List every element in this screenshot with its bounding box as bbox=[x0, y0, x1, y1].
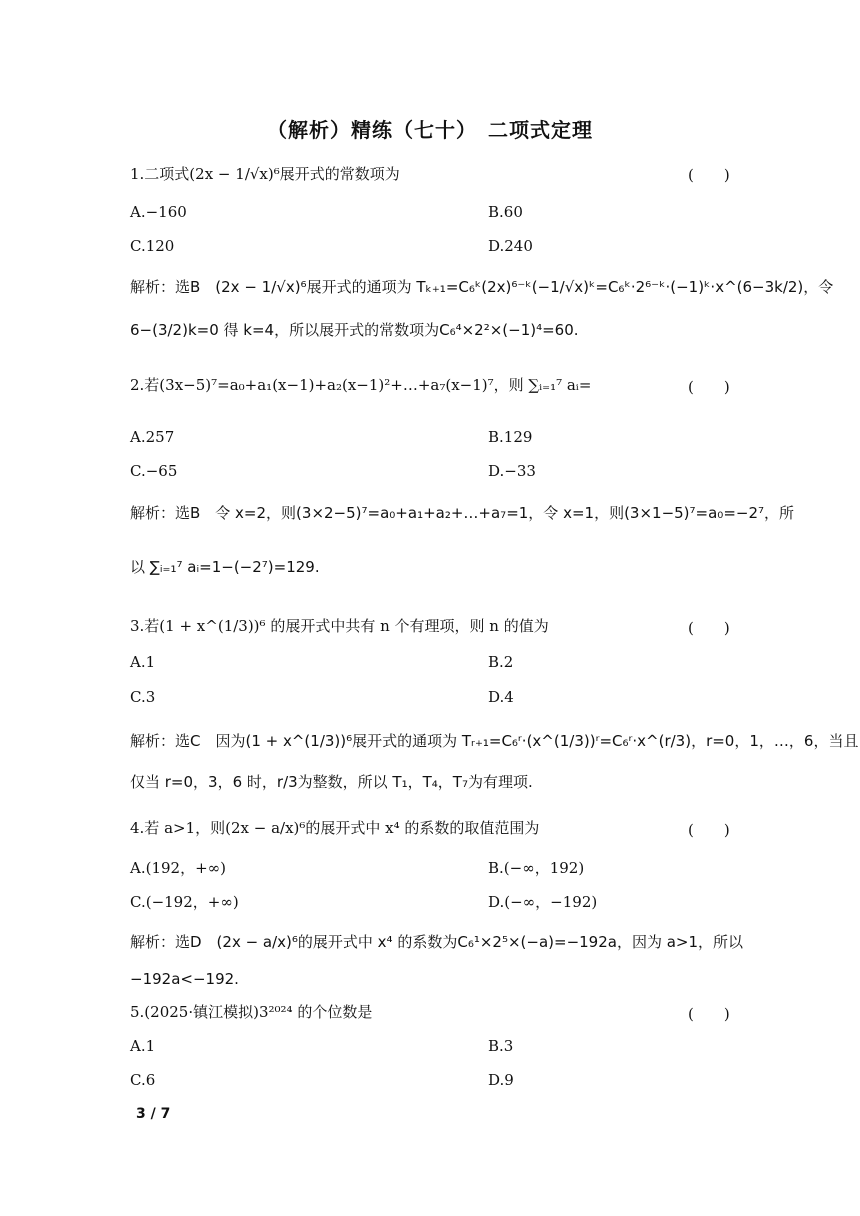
q4-answer-paren: ( ) bbox=[688, 821, 730, 839]
q4-stem: 4.若 a>1，则(2x − a/x)⁶的展开式中 x⁴ 的系数的取值范围为 bbox=[130, 819, 540, 837]
q5-option-a: A.1 bbox=[130, 1037, 156, 1055]
q2-option-d: D.−33 bbox=[488, 462, 536, 480]
q1-answer-paren: ( ) bbox=[688, 166, 730, 184]
q1-solution-line2: 6−(3/2)k=0 得 k=4，所以展开式的常数项为C₆⁴×2²×(−1)⁴=60. bbox=[130, 321, 579, 339]
q3-solution-line2: 仅当 r=0，3，6 时，r/3为整数，所以 T₁，T₄，T₇为有理项. bbox=[130, 773, 533, 791]
q3-option-d: D.4 bbox=[488, 688, 514, 706]
q3-stem: 3.若(1 + x^(1/3))⁶ 的展开式中共有 n 个有理项，则 n 的值为 bbox=[130, 617, 549, 635]
q3-option-b: B.2 bbox=[488, 653, 514, 671]
q3-option-c: C.3 bbox=[130, 688, 156, 706]
q4-option-d: D.(−∞，−192) bbox=[488, 893, 598, 911]
q1-option-d: D.240 bbox=[488, 237, 533, 255]
q2-solution-line2: 以 ∑ᵢ₌₁⁷ aᵢ=1−(−2⁷)=129. bbox=[130, 558, 320, 576]
q1-option-c: C.120 bbox=[130, 237, 175, 255]
q5-option-d: D.9 bbox=[488, 1071, 514, 1089]
q4-option-a: A.(192，+∞) bbox=[130, 859, 226, 877]
q1-option-b: B.60 bbox=[488, 203, 523, 221]
q2-option-c: C.−65 bbox=[130, 462, 178, 480]
q2-option-b: B.129 bbox=[488, 428, 533, 446]
q3-answer-paren: ( ) bbox=[688, 619, 730, 637]
q5-option-c: C.6 bbox=[130, 1071, 156, 1089]
q4-option-b: B.(−∞，192) bbox=[488, 859, 585, 877]
q4-solution-line2: −192a<−192. bbox=[130, 970, 239, 988]
q2-option-a: A.257 bbox=[130, 428, 175, 446]
page-title: （解析）精练（七十） 二项式定理 bbox=[267, 118, 593, 142]
q4-solution-line1: 解析：选D (2x − a/x)⁶的展开式中 x⁴ 的系数为C₆¹×2⁵×(−a)=−192a，因为 a>1，所以 bbox=[130, 933, 744, 951]
q1-stem: 1.二项式(2x − 1/√x)⁶展开式的常数项为 bbox=[130, 165, 400, 183]
q2-solution-line1: 解析：选B 令 x=2，则(3×2−5)⁷=a₀+a₁+a₂+…+a₇=1，令 x=1，则(3×1−5)⁷=a₀=−2⁷，所 bbox=[130, 504, 795, 522]
q3-solution-line1: 解析：选C 因为(1 + x^(1/3))⁶展开式的通项为 Tᵣ₊₁=C₆ʳ·(x^(1/3))ʳ=C₆ʳ·x^(r/3)，r=0，1，…，6，当且 bbox=[130, 732, 859, 750]
q4-option-c: C.(−192，+∞) bbox=[130, 893, 239, 911]
q3-option-a: A.1 bbox=[130, 653, 156, 671]
q5-option-b: B.3 bbox=[488, 1037, 514, 1055]
q5-answer-paren: ( ) bbox=[688, 1005, 730, 1023]
q5-stem: 5.(2025·镇江模拟)3²⁰²⁴ 的个位数是 bbox=[130, 1003, 373, 1021]
q2-stem: 2.若(3x−5)⁷=a₀+a₁(x−1)+a₂(x−1)²+…+a₇(x−1)⁷，则 ∑ᵢ₌₁⁷ aᵢ= bbox=[130, 376, 592, 394]
q1-solution-line1: 解析：选B (2x − 1/√x)⁶展开式的通项为 Tₖ₊₁=C₆ᵏ(2x)⁶⁻ᵏ(−1/√x)ᵏ=C₆ᵏ·2⁶⁻ᵏ·(−1)ᵏ·x^(6−3k/2)，令 bbox=[130, 278, 834, 296]
q1-option-a: A.−160 bbox=[130, 203, 187, 221]
q2-answer-paren: ( ) bbox=[688, 378, 730, 396]
page-number: 3 / 7 bbox=[136, 1106, 171, 1122]
